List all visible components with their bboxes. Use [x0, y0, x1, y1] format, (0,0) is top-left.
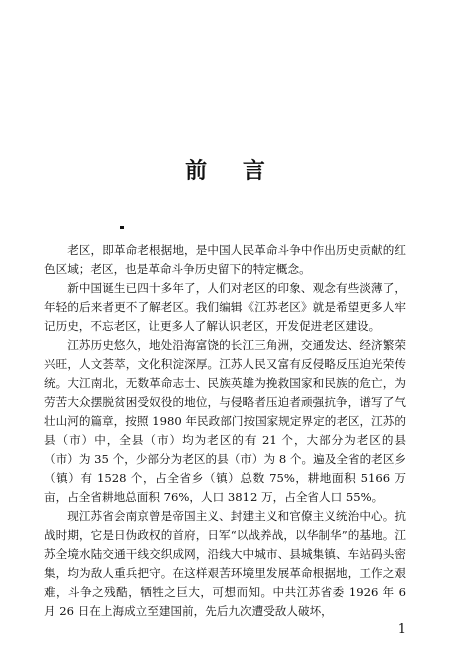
paragraph: 新中国诞生已四十多年了，人们对老区的印象、观念有些淡薄了，年轻的后来者更不了解老区。我们编辑《江苏老区》就是希望更多人牢记历史，不忘老区，让更多人了解认识老区，开发促进老区建设。: [44, 281, 406, 333]
body-text: [44, 241, 406, 621]
page-title: 前 言: [185, 158, 279, 184]
page-number: 1: [397, 622, 406, 637]
paragraph: 江苏历史悠久，地处沿海富饶的长江三角洲，交通发达、经济繁荣兴旺，人文荟萃，文化积淀深厚。江苏人民又富有反侵略反压迫光荣传统。大江南北，无数革命志士、民族英雄为挽救国家和民族的危亡，为劳苦大众摆脱贫困受奴役的地位，与侵略者压迫者顽强抗争，谱写了气壮山河的篇章，按照 1980 年民政部门按国家规定界定的老区，江苏的县（市）中，全县（市）均为老区的有 21 个，大部分为老区的县（市）为 35 个，少部分为老区的县（市）为 8 个。遍及全省的老区乡（镇）有 1528 个，占全省乡（镇）总数 75%，耕地面积 5166 万亩，占全省耕地总面积 76%，人口 3812 万，占全省人口 55%。: [44, 338, 406, 504]
stray-mark: [120, 226, 124, 229]
paragraph: 现江苏省会南京曾是帝国主义、封建主义和官僚主义统治中心。抗战时期，它是日伪政权的首府，日军“以战养战，以华制华”的基地。江苏全境水陆交通干线交织成网，沿线大中城市、县城集镇、车站码头密集，均为敌人重兵把守。在这样艰苦环境里发展革命根据地，工作之艰难，斗争之残酷，牺牲之巨大，可想而知。中共江苏省委 1926 年 6 月 26 日在上海成立至建国前，先后九次遭受敌人破坏，: [44, 509, 406, 618]
paragraph: 老区，即革命老根据地，是中国人民革命斗争中作出历史贡献的红色区域；老区，也是革命斗争历史留下的特定概念。: [44, 243, 406, 276]
